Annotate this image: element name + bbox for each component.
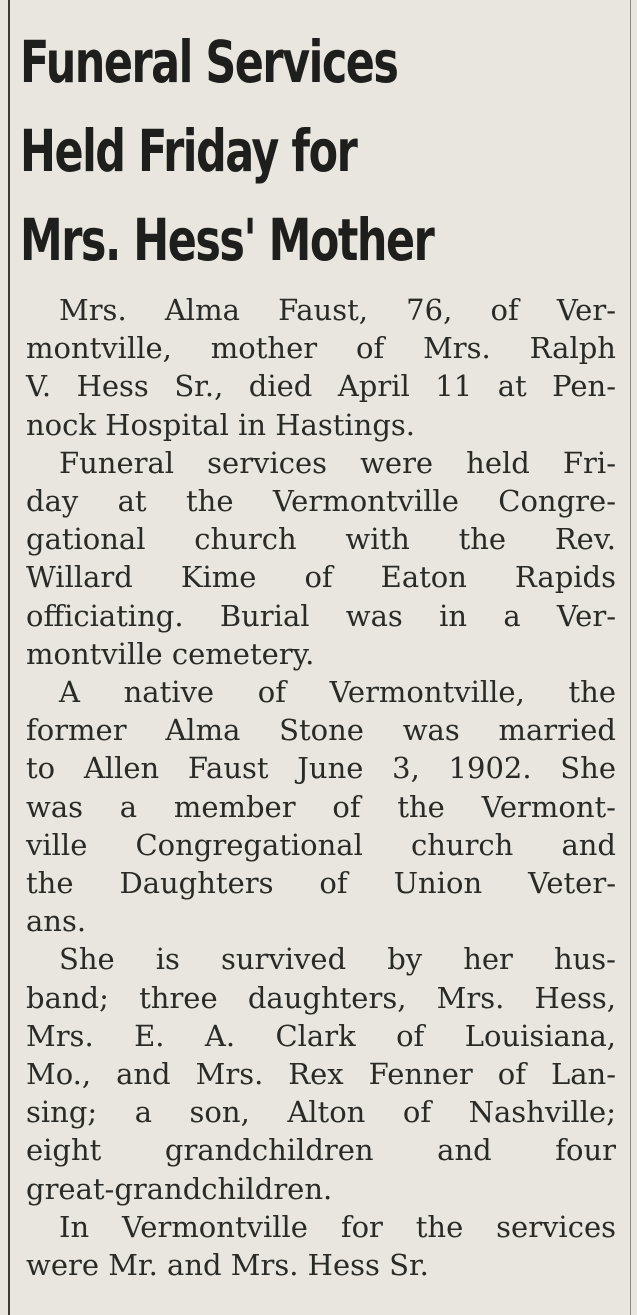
article-line: In Vermontville for the services [59,1209,616,1244]
article-line: former Alma Stone was married [26,713,616,748]
article-paragraph [26,673,616,940]
article-line: Mrs. Alma Faust, 76, of Ver- [59,293,616,327]
headline-line-3: Mrs. Hess' Mother [20,206,434,274]
article-line: Mo., and Mrs. Rex Fenner of Lan- [26,1057,616,1092]
article-line: montville, mother of Mrs. Ralph [26,331,616,366]
article-line: She is survived by her hus- [59,942,616,977]
article-line: nock Hospital in Hastings. [26,407,415,442]
article-line: the Daughters of Union Veter- [26,866,616,901]
article-line: eight grandchildren and four [26,1133,616,1168]
headline-line-2: Held Friday for [20,117,357,185]
article-line: ans. [26,904,87,939]
article-line: Funeral services were held Fri- [59,445,616,480]
article-line: to Allen Faust June 3, 1902. She [26,751,616,786]
article-line: day at the Vermontville Congre- [26,484,616,519]
article-line: gational church with the Rev. [26,522,616,557]
article-line: great-grandchildren. [26,1171,333,1206]
article-body [26,291,616,1284]
article-line: officiating. Burial was in a Ver- [26,598,616,633]
article-paragraph [26,444,616,673]
article-paragraph [26,940,616,1207]
headline [20,18,464,285]
article-line: Willard Kime of Eaton Rapids [26,560,616,595]
article-line: ville Congregational church and [26,827,616,862]
article-line: Mrs. E. A. Clark of Louisiana, [26,1018,616,1053]
article-paragraph [26,1208,616,1284]
article-line: was a member of the Vermont- [26,789,616,824]
headline-line-1: Funeral Services [20,28,398,96]
column-rule-left [8,0,10,1315]
article-line: band; three daughters, Mrs. Hess, [26,980,616,1015]
article-line: A native of Vermontville, the [59,675,616,710]
article-line: were Mr. and Mrs. Hess Sr. [26,1248,429,1283]
article-line: montville cemetery. [26,636,315,671]
column-rule-right [630,0,631,1315]
article-line: sing; a son, Alton of Nashville; [26,1095,616,1130]
article-line: V. Hess Sr., died April 11 at Pen- [26,369,616,404]
article-paragraph [26,291,616,444]
